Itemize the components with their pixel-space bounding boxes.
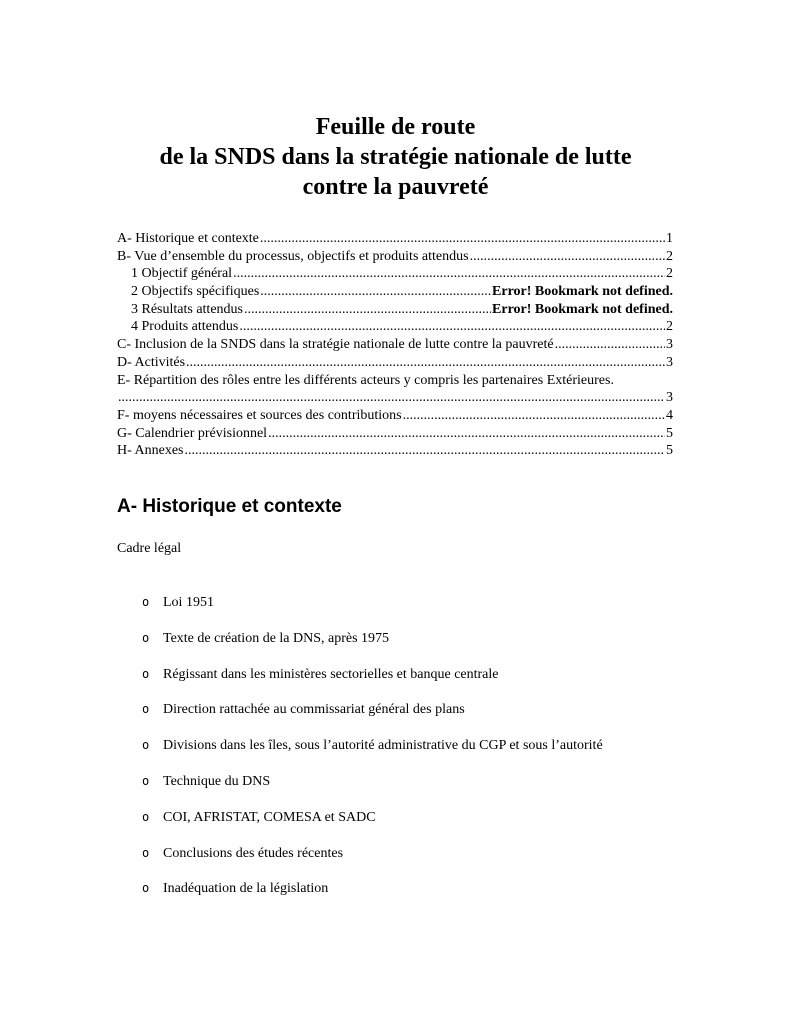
toc-entry-page: 3 <box>666 390 673 406</box>
list-item <box>142 774 603 810</box>
list-item <box>142 667 603 703</box>
toc-entry[interactable] <box>117 301 673 319</box>
list-item-text: Direction rattachée au commissariat général des plans <box>163 702 465 718</box>
toc-entry-page: 2 <box>666 319 673 335</box>
toc-entry-label: 1 Objectif général <box>131 266 233 282</box>
list-item-text: COI, AFRISTAT, COMESA et SADC <box>163 809 376 825</box>
bullet-circle-icon: o <box>142 881 150 896</box>
toc-entry-label: E- Répartition des rôles entre les différents acteurs y compris les partenaires Extérieures. <box>117 372 614 388</box>
toc-leader-dots <box>268 425 665 443</box>
bullet-list <box>142 595 603 917</box>
toc-entry[interactable] <box>117 354 673 372</box>
list-item-text: Conclusions des études récentes <box>163 845 344 861</box>
toc-entry-page: 3 <box>666 337 673 353</box>
toc-entry[interactable] <box>117 442 673 460</box>
bullet-circle-icon: o <box>142 630 150 645</box>
toc-entry-page: 3 <box>666 354 673 370</box>
toc-leader-dots <box>185 442 666 460</box>
toc-leader-dots <box>260 283 491 301</box>
title-line: de la SNDS dans la stratégie nationale de lutte <box>159 144 632 170</box>
list-item-text: Divisions dans les îles, sous l’autorité administrative du CGP et sous l’autorité <box>163 738 603 754</box>
toc-leader-dots <box>233 265 665 283</box>
toc-entry-page: Error! Bookmark not defined. <box>492 301 673 317</box>
toc-entry-label: D- Activités <box>117 354 186 370</box>
toc-entry-page: 2 <box>666 248 673 264</box>
document-title <box>0 112 791 202</box>
toc-leader-dots <box>244 301 491 319</box>
bullet-circle-icon: o <box>142 738 150 753</box>
toc-entry-page: 5 <box>666 425 673 441</box>
list-item <box>142 702 603 738</box>
list-item <box>142 810 603 846</box>
toc-entry-label: 3 Résultats attendus <box>131 301 243 317</box>
bullet-circle-icon: o <box>142 666 150 681</box>
toc-entry[interactable] <box>117 336 673 354</box>
list-item <box>142 738 603 774</box>
table-of-contents <box>117 230 673 460</box>
toc-entry-label: B- Vue d’ensemble du processus, objectifs et produits attendus <box>117 248 469 264</box>
toc-leader-dots <box>555 336 665 354</box>
bullet-circle-icon: o <box>142 809 150 824</box>
bullet-circle-icon: o <box>142 595 150 609</box>
toc-entry-label: H- Annexes <box>117 443 184 459</box>
toc-entry[interactable] <box>117 389 673 407</box>
toc-entry-label: 2 Objectifs spécifiques <box>131 284 260 300</box>
toc-leader-dots <box>118 389 665 407</box>
title-line: Feuille de route <box>315 114 476 140</box>
title-line: contre la pauvreté <box>302 174 489 200</box>
toc-entry-label: F- moyens nécessaires et sources des contributions <box>117 407 402 423</box>
toc-entry-label: 4 Produits attendus <box>131 319 239 335</box>
toc-leader-dots <box>260 230 665 248</box>
list-item-text: Inadéquation de la législation <box>163 881 329 897</box>
list-item-text: Technique du DNS <box>163 773 271 789</box>
toc-entry[interactable] <box>117 372 673 390</box>
toc-leader-dots <box>470 248 665 266</box>
toc-leader-dots <box>403 407 665 425</box>
toc-entry-page: Error! Bookmark not defined. <box>492 284 673 300</box>
list-item-text: Texte de création de la DNS, après 1975 <box>163 630 390 646</box>
list-item <box>142 881 603 917</box>
toc-leader-dots <box>239 318 665 336</box>
toc-entry-label: C- Inclusion de la SNDS dans la stratégie nationale de lutte contre la pauvreté <box>117 337 554 353</box>
section-subtitle: Cadre légal <box>117 541 182 556</box>
toc-entry[interactable] <box>117 318 673 336</box>
section-heading: A- Historique et contexte <box>117 496 342 517</box>
toc-entry[interactable] <box>117 283 673 301</box>
list-item <box>142 631 603 667</box>
toc-leader-dots <box>186 354 665 372</box>
list-item <box>142 846 603 882</box>
toc-entry[interactable] <box>117 265 673 283</box>
toc-entry-label: G- Calendrier prévisionnel <box>117 425 268 441</box>
list-item-text: Régissant dans les ministères sectorielles et banque centrale <box>163 666 499 682</box>
list-item-text: Loi 1951 <box>163 595 214 610</box>
bullet-circle-icon: o <box>142 773 150 788</box>
toc-entry-page: 5 <box>666 443 673 459</box>
toc-entry-page: 4 <box>666 407 673 423</box>
toc-entry[interactable] <box>117 425 673 443</box>
toc-entry-page: 2 <box>666 266 673 282</box>
bullet-circle-icon: o <box>142 845 150 860</box>
toc-entry-page: 1 <box>666 231 673 246</box>
toc-entry[interactable] <box>117 248 673 266</box>
toc-entry[interactable] <box>117 407 673 425</box>
bullet-circle-icon: o <box>142 702 150 717</box>
toc-entry[interactable] <box>117 230 673 248</box>
toc-entry-label: A- Historique et contexte <box>117 231 259 246</box>
list-item <box>142 595 603 631</box>
